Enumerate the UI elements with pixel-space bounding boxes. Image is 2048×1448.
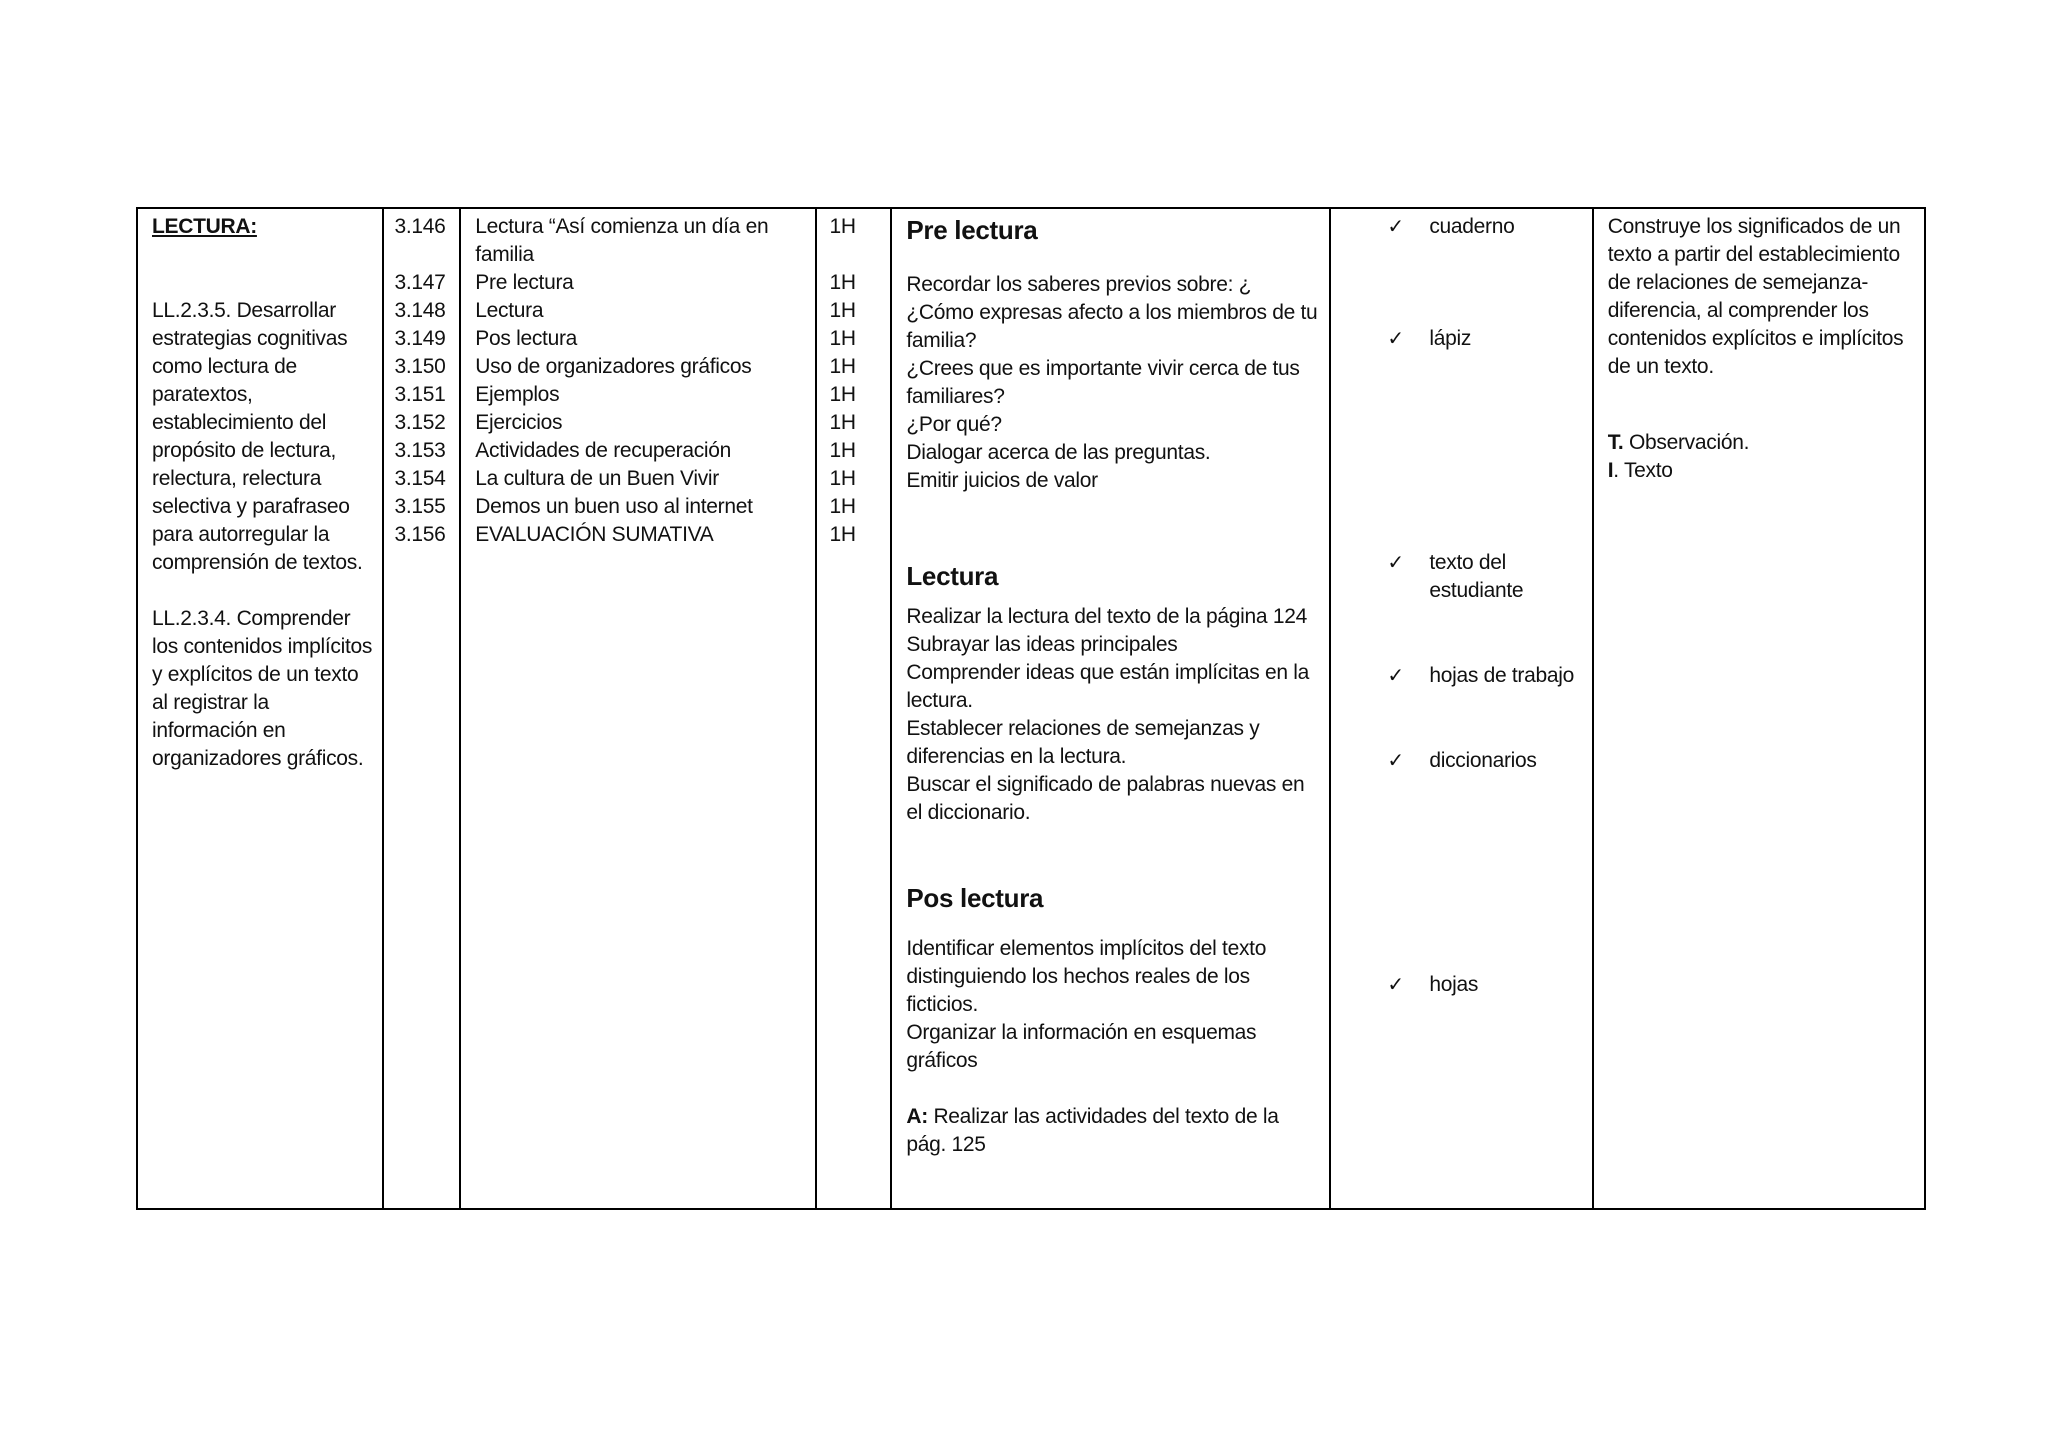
code-cell: [394, 241, 459, 269]
hours-cell: 1H: [829, 383, 856, 406]
code-cell: 3.152: [394, 411, 446, 434]
reading-heading: Lectura: [906, 561, 999, 591]
technique-text: Observación.: [1623, 431, 1750, 454]
skill-2-line: los contenidos implícitos: [152, 635, 373, 658]
resource-item: [1331, 662, 1591, 690]
code-cell: 3.149: [394, 327, 446, 350]
skill-1-line: relectura, relectura: [152, 467, 322, 490]
skill-2-line: LL.2.3.4. Comprender: [152, 607, 351, 630]
topic-item: familia: [475, 243, 534, 266]
technique-label: T.: [1607, 431, 1624, 454]
criterion-line: Construye los significados de un: [1607, 215, 1901, 238]
topic-item: Pos lectura: [475, 327, 578, 350]
check-icon: ✓: [1387, 665, 1404, 687]
skill-1-line: LL.2.3.5. Desarrollar: [152, 299, 336, 322]
resource-label: hojas de trabajo: [1429, 664, 1574, 687]
post-reading-line: distinguiendo los hechos reales de los: [906, 965, 1250, 988]
pre-reading-line: familiares?: [906, 385, 1005, 408]
code-cell: 3.151: [394, 383, 446, 406]
planning-table: [136, 207, 1926, 1210]
skill-1-line: propósito de lectura,: [152, 439, 336, 462]
skills-column: [138, 209, 384, 1208]
topic-item: La cultura de un Buen Vivir: [475, 467, 719, 490]
check-icon: ✓: [1387, 974, 1404, 996]
topic-item: Actividades de recuperación: [475, 439, 732, 462]
skill-1-line: comprensión de textos.: [152, 551, 363, 574]
topic-item: Demos un buen uso al internet: [475, 495, 753, 518]
hours-cell: 1H: [829, 411, 856, 434]
reading-line: Establecer relaciones de semejanzas y: [906, 717, 1260, 740]
code-cell: 3.154: [394, 467, 446, 490]
activity-label: A:: [906, 1105, 928, 1128]
code-cell: 3.147: [394, 271, 446, 294]
code-cell: 3.156: [394, 523, 446, 546]
resource-label: hojas: [1429, 973, 1479, 996]
instrument-line: [1608, 457, 1904, 485]
resource-item: [1331, 325, 1591, 353]
skill-1-line: paratextos,: [152, 383, 253, 406]
pre-reading-heading: Pre lectura: [906, 215, 1038, 245]
hours-cell: 1H: [829, 299, 856, 322]
topics-column: [461, 209, 817, 1208]
topic-item: Pre lectura: [475, 271, 574, 294]
reading-line: lectura.: [906, 689, 973, 712]
technique-line: [1608, 429, 1904, 457]
skill-1-line: para autorregular la: [152, 523, 330, 546]
topic-item: Uso de organizadores gráficos: [475, 355, 752, 378]
reading-line: Subrayar las ideas principales: [906, 633, 1178, 656]
code-cell: 3.153: [394, 439, 446, 462]
resources-column: [1331, 209, 1593, 1208]
hours-cell: 1H: [829, 523, 856, 546]
evaluation-column: [1594, 209, 1924, 1208]
pre-reading-line: ¿Por qué?: [906, 413, 1002, 436]
criterion-line: de relaciones de semejanza-: [1607, 271, 1869, 294]
pre-reading-line: ¿Cómo expresas afecto a los miembros de tu: [906, 301, 1318, 324]
hours-cell: 1H: [829, 467, 856, 490]
resource-item: [1331, 747, 1591, 775]
hours-column: [817, 209, 892, 1208]
code-cell: 3.150: [394, 355, 446, 378]
hours-cell: 1H: [829, 271, 856, 294]
code-cell: 3.146: [394, 215, 446, 238]
reading-line: Buscar el significado de palabras nuevas en: [906, 773, 1305, 796]
topic-item: Lectura: [475, 299, 544, 322]
reading-line: Comprender ideas que están implícitas en la: [906, 661, 1310, 684]
activity-line: [906, 1103, 1329, 1131]
reading-line: Realizar la lectura del texto de la página 124: [906, 605, 1307, 628]
code-cell: 3.148: [394, 299, 446, 322]
resource-item: [1331, 971, 1591, 999]
post-reading-line: Identificar elementos implícitos del texto: [906, 937, 1267, 960]
resource-label: lápiz: [1429, 327, 1472, 350]
check-icon: ✓: [1387, 328, 1404, 350]
hours-cell: 1H: [829, 215, 856, 238]
criterion-line: de un texto.: [1607, 355, 1714, 378]
resource-label: estudiante: [1429, 579, 1524, 602]
activity-line-2: pág. 125: [906, 1133, 986, 1156]
hours-cell: [829, 241, 890, 269]
activities-column: [892, 209, 1331, 1208]
code-cell: 3.155: [394, 495, 446, 518]
post-reading-line: Organizar la información en esquemas: [906, 1021, 1257, 1044]
check-icon: ✓: [1387, 552, 1404, 574]
pre-reading-line: Recordar los saberes previos sobre: ¿: [906, 273, 1252, 296]
post-reading-line: gráficos: [906, 1049, 978, 1072]
topic-item: Ejemplos: [475, 383, 560, 406]
resource-label: cuaderno: [1429, 215, 1515, 238]
check-icon: ✓: [1387, 216, 1404, 238]
resource-label: diccionarios: [1429, 749, 1537, 772]
topic-item: Lectura “Así comienza un día en: [475, 215, 769, 238]
pre-reading-line: Emitir juicios de valor: [906, 469, 1098, 492]
criterion-line: diferencia, al comprender los: [1607, 299, 1869, 322]
codes-column: [384, 209, 461, 1208]
resource-item: [1331, 549, 1591, 605]
skill-2-line: y explícitos de un texto: [152, 663, 359, 686]
section-heading-lectura: LECTURA:: [152, 215, 257, 238]
topic-item: EVALUACIÓN SUMATIVA: [475, 523, 714, 546]
criterion-line: texto a partir del establecimiento: [1607, 243, 1900, 266]
hours-cell: 1H: [829, 495, 856, 518]
activity-text: Realizar las actividades del texto de la: [927, 1105, 1279, 1128]
check-icon: ✓: [1387, 750, 1404, 772]
reading-line: diferencias en la lectura.: [906, 745, 1127, 768]
topic-item: Ejercicios: [475, 411, 563, 434]
post-reading-heading: Pos lectura: [906, 883, 1044, 913]
pre-reading-line: familia?: [906, 329, 977, 352]
hours-cell: 1H: [829, 327, 856, 350]
skill-1-line: selectiva y parafraseo: [152, 495, 350, 518]
skill-1-line: como lectura de: [152, 355, 297, 378]
resource-item: [1331, 213, 1591, 241]
post-reading-line: ficticios.: [906, 993, 979, 1016]
reading-line: el diccionario.: [906, 801, 1031, 824]
instrument-label: I: [1607, 459, 1614, 482]
skill-1-line: estrategias cognitivas: [152, 327, 348, 350]
skill-2-line: información en: [152, 719, 286, 742]
resource-label: texto del: [1429, 551, 1507, 574]
criterion-line: contenidos explícitos e implícitos: [1607, 327, 1904, 350]
pre-reading-line: Dialogar acerca de las preguntas.: [906, 441, 1211, 464]
skill-1-line: establecimiento del: [152, 411, 327, 434]
hours-cell: 1H: [829, 439, 856, 462]
skill-2-line: organizadores gráficos.: [152, 747, 364, 770]
skill-2-line: al registrar la: [152, 691, 269, 714]
pre-reading-line: ¿Crees que es importante vivir cerca de tus: [906, 357, 1300, 380]
hours-cell: 1H: [829, 355, 856, 378]
instrument-text: . Texto: [1613, 459, 1673, 482]
